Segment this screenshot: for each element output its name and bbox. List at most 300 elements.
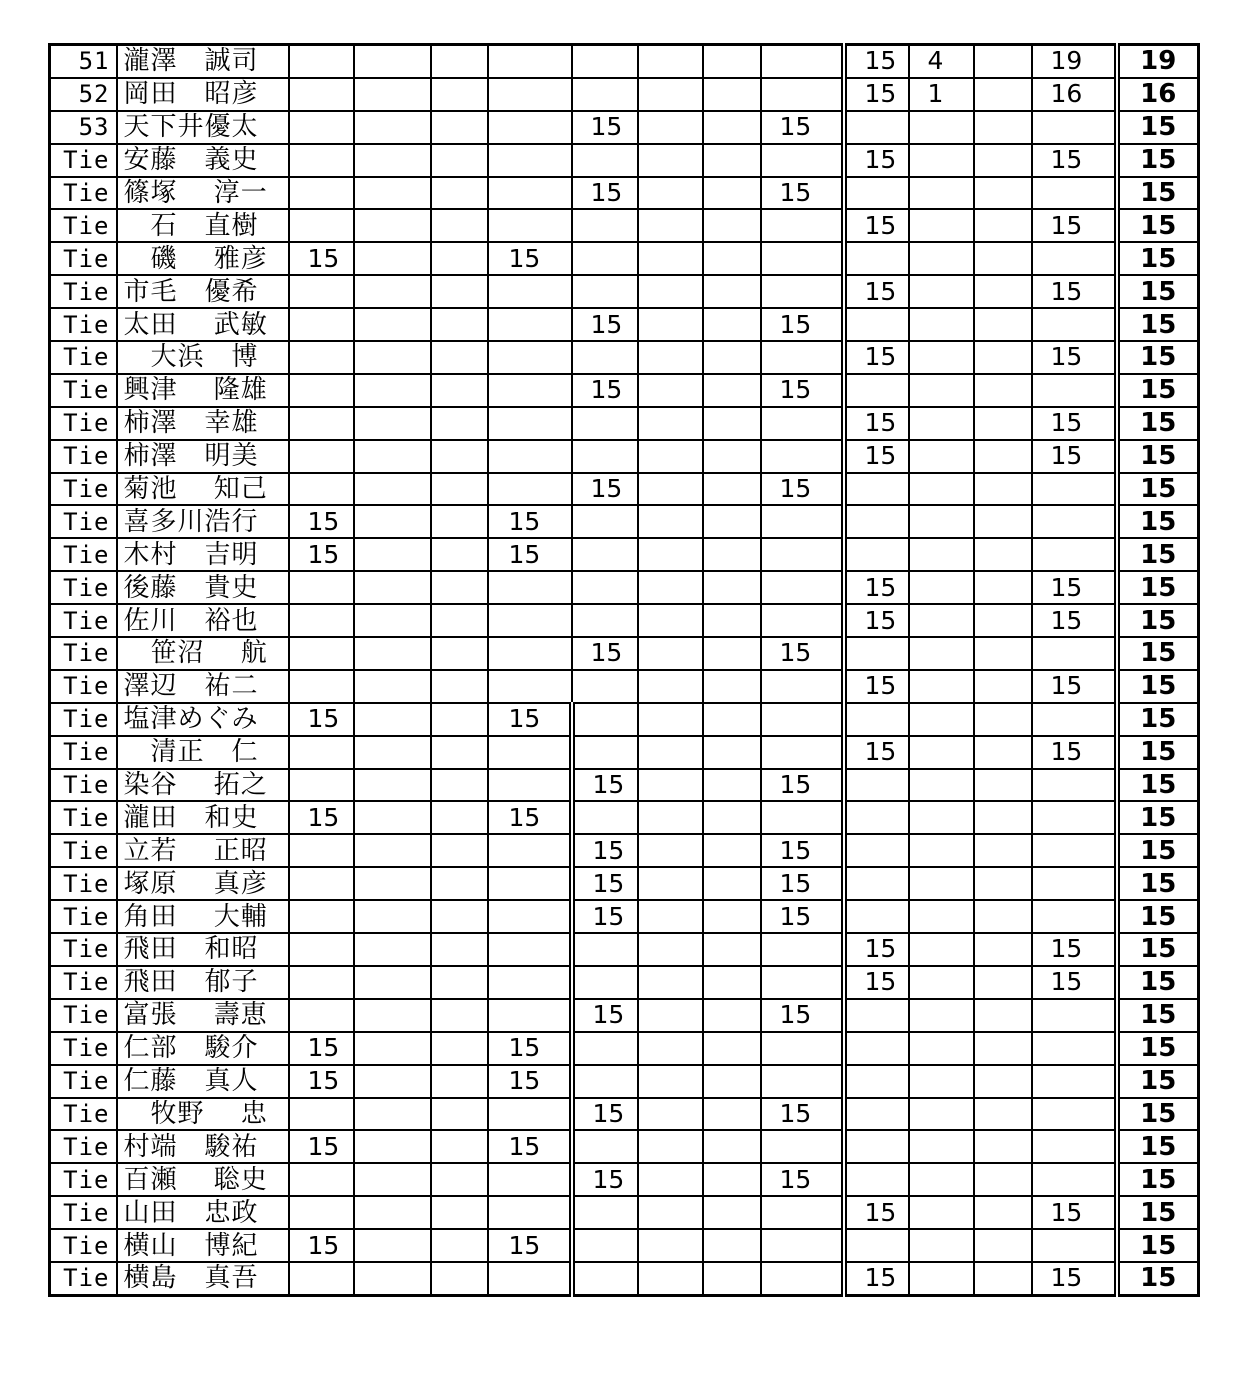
rank-cell: Tie: [50, 637, 117, 670]
score-cell: [431, 801, 488, 834]
score-cell: [354, 242, 431, 275]
score-cell: [354, 473, 431, 506]
player-name-cell: 磯 雅彦: [117, 242, 289, 275]
score-cell: [354, 1098, 431, 1131]
score-cell: [431, 867, 488, 900]
score-cell: [488, 834, 572, 867]
score-cell: [431, 111, 488, 144]
score-cell: [488, 177, 572, 210]
score-cell: [488, 933, 572, 966]
score-cell: 15: [844, 1196, 909, 1229]
score-cell: [974, 473, 1032, 506]
score-cell: [638, 966, 703, 999]
score-cell: [289, 637, 354, 670]
score-cell: [974, 505, 1032, 538]
score-cell: [974, 209, 1032, 242]
score-cell: [488, 407, 572, 440]
score-cell: [703, 78, 761, 111]
score-cell: [431, 900, 488, 933]
score-cell: [638, 703, 703, 736]
score-cell: 15: [1032, 1262, 1117, 1295]
score-cell: [488, 900, 572, 933]
score-cell: 15: [289, 505, 354, 538]
total-cell: 19: [1117, 45, 1199, 78]
score-cell: [488, 999, 572, 1032]
score-cell: 15: [572, 308, 638, 341]
score-cell: [703, 407, 761, 440]
score-cell: [909, 736, 974, 769]
player-name-cell: 太田 武敏: [117, 308, 289, 341]
score-cell: [431, 1130, 488, 1163]
total-cell: 15: [1117, 1098, 1199, 1131]
player-name-cell: 立若 正昭: [117, 834, 289, 867]
score-cell: [844, 505, 909, 538]
total-cell: 15: [1117, 538, 1199, 571]
score-cell: [974, 1163, 1032, 1196]
player-name-cell: 横山 博紀: [117, 1229, 289, 1262]
score-cell: [974, 374, 1032, 407]
total-cell: 15: [1117, 637, 1199, 670]
score-cell: [572, 242, 638, 275]
score-cell: [1032, 1032, 1117, 1065]
score-cell: [703, 966, 761, 999]
score-cell: 15: [844, 933, 909, 966]
score-cell: 15: [844, 78, 909, 111]
score-cell: [289, 1196, 354, 1229]
score-cell: [638, 834, 703, 867]
score-cell: [431, 242, 488, 275]
total-cell: 15: [1117, 1065, 1199, 1098]
score-cell: 15: [289, 1065, 354, 1098]
score-cell: [703, 308, 761, 341]
player-name-cell: 木村 吉明: [117, 538, 289, 571]
score-cell: [703, 933, 761, 966]
score-cell: [572, 538, 638, 571]
player-name-cell: 天下井優太: [117, 111, 289, 144]
score-cell: [289, 1098, 354, 1131]
score-cell: [1032, 801, 1117, 834]
table-row: [50, 374, 1199, 407]
score-cell: [844, 111, 909, 144]
table-row: [50, 1130, 1199, 1163]
player-name-cell: 百瀬 聡史: [117, 1163, 289, 1196]
table-row: [50, 703, 1199, 736]
score-cell: [431, 505, 488, 538]
score-cell: [488, 966, 572, 999]
score-cell: [289, 1262, 354, 1295]
score-cell: [488, 571, 572, 604]
score-cell: [703, 341, 761, 374]
rank-cell: Tie: [50, 703, 117, 736]
score-cell: [1032, 1229, 1117, 1262]
table-row: [50, 571, 1199, 604]
rank-cell: Tie: [50, 538, 117, 571]
score-cell: 15: [488, 801, 572, 834]
score-cell: [974, 242, 1032, 275]
score-cell: 15: [289, 703, 354, 736]
score-cell: [572, 440, 638, 473]
score-cell: [909, 111, 974, 144]
score-cell: 19: [1032, 45, 1117, 78]
score-cell: [289, 111, 354, 144]
score-cell: [431, 1262, 488, 1295]
total-cell: 15: [1117, 900, 1199, 933]
score-cell: [761, 144, 844, 177]
score-cell: [761, 703, 844, 736]
score-cell: [974, 966, 1032, 999]
score-cell: [761, 670, 844, 703]
rank-cell: Tie: [50, 933, 117, 966]
rank-cell: Tie: [50, 242, 117, 275]
score-cell: [703, 1065, 761, 1098]
score-cell: [909, 209, 974, 242]
score-cell: [289, 407, 354, 440]
score-cell: [638, 801, 703, 834]
total-cell: 15: [1117, 1196, 1199, 1229]
score-cell: [1032, 1130, 1117, 1163]
score-cell: [572, 209, 638, 242]
score-cell: [354, 505, 431, 538]
table-row: [50, 933, 1199, 966]
score-cell: [354, 1229, 431, 1262]
score-cell: [289, 867, 354, 900]
score-cell: [1032, 473, 1117, 506]
score-cell: [431, 736, 488, 769]
score-cell: 15: [761, 769, 844, 802]
score-cell: [761, 933, 844, 966]
score-cell: [974, 111, 1032, 144]
score-cell: 15: [761, 999, 844, 1032]
score-cell: [638, 308, 703, 341]
rank-cell: Tie: [50, 1032, 117, 1065]
table-row: [50, 1163, 1199, 1196]
table-row: [50, 670, 1199, 703]
total-cell: 15: [1117, 867, 1199, 900]
score-cell: [488, 275, 572, 308]
score-cell: [974, 637, 1032, 670]
rank-cell: Tie: [50, 900, 117, 933]
score-cell: [703, 867, 761, 900]
score-cell: [761, 209, 844, 242]
player-name-cell: 牧野 忠: [117, 1098, 289, 1131]
score-cell: [638, 571, 703, 604]
score-cell: 15: [572, 769, 638, 802]
score-cell: [909, 900, 974, 933]
score-cell: [638, 407, 703, 440]
table-row: [50, 1229, 1199, 1262]
total-cell: 15: [1117, 769, 1199, 802]
score-cell: [1032, 308, 1117, 341]
table-row: [50, 1032, 1199, 1065]
score-cell: [638, 45, 703, 78]
score-cell: [431, 834, 488, 867]
table-row: [50, 473, 1199, 506]
score-cell: 15: [1032, 670, 1117, 703]
rank-cell: Tie: [50, 571, 117, 604]
total-cell: 15: [1117, 407, 1199, 440]
rank-cell: Tie: [50, 801, 117, 834]
score-cell: [572, 801, 638, 834]
score-cell: [844, 900, 909, 933]
score-cell: [488, 867, 572, 900]
score-cell: [703, 1163, 761, 1196]
score-cell: [761, 1229, 844, 1262]
score-cell: [488, 1262, 572, 1295]
table-row: [50, 769, 1199, 802]
score-cell: [572, 933, 638, 966]
score-cell: [703, 1098, 761, 1131]
score-cell: 15: [844, 670, 909, 703]
score-cell: [974, 1229, 1032, 1262]
score-cell: [638, 933, 703, 966]
rank-cell: Tie: [50, 341, 117, 374]
table-row: [50, 900, 1199, 933]
player-name-cell: 喜多川浩行: [117, 505, 289, 538]
score-cell: [572, 736, 638, 769]
score-cell: [761, 1262, 844, 1295]
score-cell: [974, 736, 1032, 769]
score-cell: [354, 867, 431, 900]
score-cell: [909, 999, 974, 1032]
score-cell: [974, 144, 1032, 177]
score-cell: [354, 1130, 431, 1163]
score-cell: [572, 604, 638, 637]
score-cell: [974, 78, 1032, 111]
player-name-cell: 瀧澤 誠司: [117, 45, 289, 78]
score-cell: [488, 209, 572, 242]
score-cell: [703, 177, 761, 210]
score-cell: [844, 769, 909, 802]
player-name-cell: 塩津めぐみ: [117, 703, 289, 736]
rank-cell: Tie: [50, 1229, 117, 1262]
total-cell: 15: [1117, 505, 1199, 538]
score-cell: [638, 144, 703, 177]
table-row: [50, 966, 1199, 999]
score-cell: 15: [1032, 571, 1117, 604]
score-cell: [703, 144, 761, 177]
total-cell: 15: [1117, 933, 1199, 966]
score-cell: [289, 736, 354, 769]
player-name-cell: 岡田 昭彦: [117, 78, 289, 111]
score-cell: [909, 670, 974, 703]
score-cell: [431, 1229, 488, 1262]
score-cell: [761, 736, 844, 769]
player-name-cell: 染谷 拓之: [117, 769, 289, 802]
score-cell: [572, 703, 638, 736]
player-name-cell: 佐川 裕也: [117, 604, 289, 637]
score-cell: [638, 1262, 703, 1295]
score-cell: [1032, 867, 1117, 900]
score-cell: [638, 670, 703, 703]
score-cell: [844, 1163, 909, 1196]
score-cell: 15: [844, 966, 909, 999]
score-cell: 15: [1032, 209, 1117, 242]
score-cell: 15: [1032, 144, 1117, 177]
score-cell: [909, 1262, 974, 1295]
score-cell: 15: [1032, 933, 1117, 966]
total-cell: 15: [1117, 670, 1199, 703]
table-row: [50, 275, 1199, 308]
score-cell: [431, 440, 488, 473]
total-cell: 15: [1117, 341, 1199, 374]
score-cell: [974, 45, 1032, 78]
score-cell: 15: [1032, 1196, 1117, 1229]
table-row: [50, 209, 1199, 242]
score-cell: 15: [572, 111, 638, 144]
score-cell: 1: [909, 78, 974, 111]
score-cell: 15: [572, 473, 638, 506]
total-cell: 15: [1117, 1262, 1199, 1295]
score-cell: 15: [572, 867, 638, 900]
table-row: [50, 538, 1199, 571]
score-cell: [354, 1065, 431, 1098]
score-cell: [289, 209, 354, 242]
score-cell: [354, 144, 431, 177]
score-cell: [703, 1229, 761, 1262]
score-cell: [354, 1262, 431, 1295]
score-cell: [1032, 374, 1117, 407]
score-cell: [354, 78, 431, 111]
score-cell: [761, 538, 844, 571]
score-cell: [289, 834, 354, 867]
score-cell: [488, 1163, 572, 1196]
score-cell: [354, 538, 431, 571]
score-cell: [703, 45, 761, 78]
score-cell: 15: [289, 801, 354, 834]
rank-cell: Tie: [50, 867, 117, 900]
table-row: [50, 78, 1199, 111]
score-cell: [572, 407, 638, 440]
score-cell: [703, 275, 761, 308]
score-cell: [488, 1098, 572, 1131]
score-cell: [431, 538, 488, 571]
score-cell: [1032, 111, 1117, 144]
score-cell: [761, 801, 844, 834]
score-cell: [761, 1196, 844, 1229]
score-cell: [488, 670, 572, 703]
score-cell: [289, 670, 354, 703]
score-cell: 15: [572, 834, 638, 867]
score-cell: [703, 834, 761, 867]
total-cell: 15: [1117, 144, 1199, 177]
score-cell: [289, 769, 354, 802]
score-cell: 15: [572, 1098, 638, 1131]
score-cell: [572, 1065, 638, 1098]
score-cell: 15: [844, 1262, 909, 1295]
score-cell: [974, 1032, 1032, 1065]
score-cell: [761, 505, 844, 538]
score-cell: [909, 604, 974, 637]
rank-cell: Tie: [50, 308, 117, 341]
total-cell: 15: [1117, 801, 1199, 834]
player-name-cell: 富張 壽恵: [117, 999, 289, 1032]
score-cell: [909, 1196, 974, 1229]
rank-cell: Tie: [50, 177, 117, 210]
score-cell: [488, 308, 572, 341]
rank-cell: 51: [50, 45, 117, 78]
score-cell: 15: [844, 341, 909, 374]
score-cell: [761, 440, 844, 473]
score-cell: [488, 144, 572, 177]
table-row: [50, 1196, 1199, 1229]
score-cell: [431, 78, 488, 111]
table-row: [50, 801, 1199, 834]
score-cell: 15: [488, 538, 572, 571]
score-cell: [1032, 769, 1117, 802]
rank-cell: Tie: [50, 670, 117, 703]
player-name-cell: 大浜 博: [117, 341, 289, 374]
score-cell: 15: [761, 900, 844, 933]
score-cell: [431, 341, 488, 374]
rank-cell: Tie: [50, 407, 117, 440]
score-cell: [638, 538, 703, 571]
score-cell: [431, 144, 488, 177]
player-name-cell: 市毛 優希: [117, 275, 289, 308]
score-cell: 16: [1032, 78, 1117, 111]
score-cell: [572, 505, 638, 538]
score-cell: [703, 374, 761, 407]
rank-cell: Tie: [50, 604, 117, 637]
score-cell: [703, 703, 761, 736]
score-cell: [488, 1196, 572, 1229]
score-cell: [703, 736, 761, 769]
total-cell: 15: [1117, 177, 1199, 210]
score-cell: [909, 308, 974, 341]
score-cell: [638, 440, 703, 473]
score-cell: 15: [844, 45, 909, 78]
score-cell: 15: [1032, 604, 1117, 637]
score-cell: [761, 341, 844, 374]
table-row: [50, 407, 1199, 440]
score-cell: [761, 966, 844, 999]
score-cell: [909, 933, 974, 966]
score-cell: [431, 604, 488, 637]
score-cell: [909, 637, 974, 670]
score-cell: 15: [844, 571, 909, 604]
score-cell: [974, 407, 1032, 440]
score-cell: [703, 1032, 761, 1065]
score-cell: [354, 736, 431, 769]
score-cell: [1032, 1098, 1117, 1131]
rank-cell: Tie: [50, 769, 117, 802]
total-cell: 15: [1117, 999, 1199, 1032]
ranking-table-body: [50, 45, 1199, 1296]
score-cell: [844, 1229, 909, 1262]
score-cell: [289, 45, 354, 78]
score-cell: 15: [572, 999, 638, 1032]
score-cell: 15: [572, 900, 638, 933]
score-cell: [354, 1163, 431, 1196]
score-cell: [703, 1196, 761, 1229]
score-cell: [289, 999, 354, 1032]
score-cell: [572, 1196, 638, 1229]
score-cell: [638, 177, 703, 210]
player-name-cell: 柿澤 明美: [117, 440, 289, 473]
player-name-cell: 澤辺 祐二: [117, 670, 289, 703]
score-cell: 15: [289, 538, 354, 571]
score-cell: [488, 111, 572, 144]
score-cell: [638, 1130, 703, 1163]
score-cell: 15: [289, 1032, 354, 1065]
rank-cell: Tie: [50, 1196, 117, 1229]
score-cell: [431, 1065, 488, 1098]
score-cell: [844, 308, 909, 341]
score-cell: [1032, 1163, 1117, 1196]
score-cell: [354, 900, 431, 933]
score-cell: 15: [844, 736, 909, 769]
score-cell: [638, 209, 703, 242]
score-cell: [1032, 1065, 1117, 1098]
